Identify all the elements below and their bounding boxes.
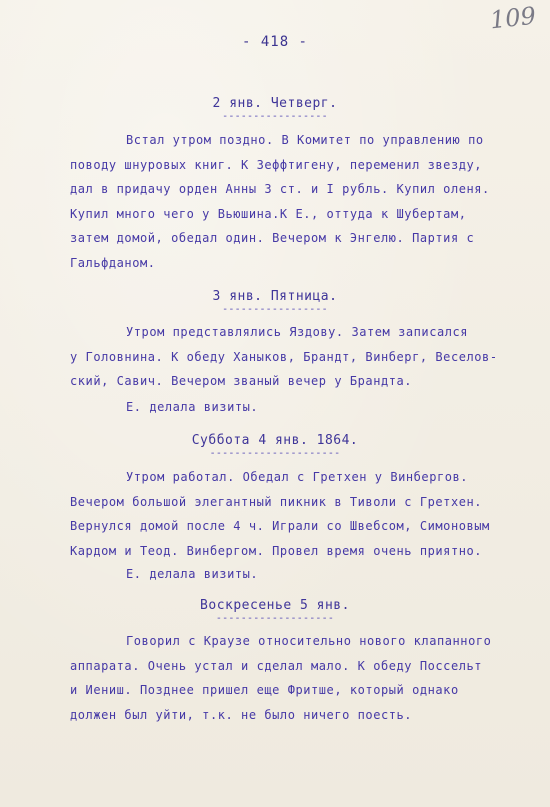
entry-heading (0, 289, 550, 314)
entry-paragraph (70, 128, 530, 275)
entry-paragraph (70, 629, 530, 727)
entry-heading-text: Суббота 4 янв. 1864. (191, 433, 359, 448)
paragraph-line: поводу шнуровых книг. К Зеффтигену, переменил звезду, (70, 157, 483, 172)
paragraph-line: у Головнина. К обеду Ханыков, Брандт, Винберг, Веселов- (70, 349, 498, 364)
paragraph-line: ский, Савич. Вечером званый вечер у Брандта. (70, 374, 413, 388)
paragraph-line: Вечером большой элегантный пикник в Тиволи с Гретхен. (70, 494, 483, 509)
entry-heading-text: 2 янв. Четверг. (212, 96, 338, 111)
paragraph-line: Утром работал. Обедал с Гретхен у Винбергов. (126, 470, 469, 484)
entry-heading (0, 598, 550, 623)
paragraph-line: Купил много чего у Вьюшина.К Е., оттуда к Шубертам, (70, 206, 467, 221)
paragraph-line: Утром представлялись Яздову. Затем записался (126, 325, 469, 339)
entry-heading-underline: ----------------- (222, 111, 328, 122)
paragraph-line: дал в придачу орден Анны 3 ст. и I рубль. Купил оленя. (70, 182, 490, 196)
entry-heading-text: Воскресенье 5 янв. (200, 598, 350, 613)
entry-note: Е. делала визиты. (126, 400, 259, 414)
page-number: - 418 - (241, 34, 308, 50)
paragraph-line: затем домой, обедал один. Вечером к Энгелю. Партия с (70, 231, 475, 245)
entry-heading-underline: ------------------- (215, 613, 335, 624)
entry-note: Е. делала визиты. (126, 567, 259, 581)
paragraph-line: должен был уйти, т.к. не было ничего поесть. (70, 707, 413, 722)
paragraph-line: и Иениш. Позднее пришел еще Фритше, который однако (70, 683, 459, 697)
entry-heading (0, 96, 550, 121)
entry-heading-underline: ----------------- (222, 304, 328, 315)
entry-heading-text: 3 янв. Пятница. (212, 289, 338, 304)
entry-heading-underline: --------------------- (209, 448, 341, 459)
paragraph-line: Гальфданом. (70, 255, 156, 270)
paragraph-line: Кардом и Теод. Винбергом. Провел время очень приятно. (70, 543, 483, 558)
archive-number-handwritten: 109 (488, 1, 538, 35)
paragraph-line: Вернулся домой после 4 ч. Играли со Швебсом, Симоновым (70, 519, 490, 533)
paragraph-line: Говорил с Краузе относительно нового клапанного (126, 634, 492, 648)
paragraph-line: аппарата. Очень устал и сделал мало. К обеду Поссельт (70, 658, 483, 673)
paragraph-line: Встал утром поздно. В Комитет по управлению по (126, 133, 484, 147)
entry-heading (0, 433, 550, 458)
entry-paragraph (70, 465, 530, 563)
entry-paragraph (70, 320, 530, 394)
